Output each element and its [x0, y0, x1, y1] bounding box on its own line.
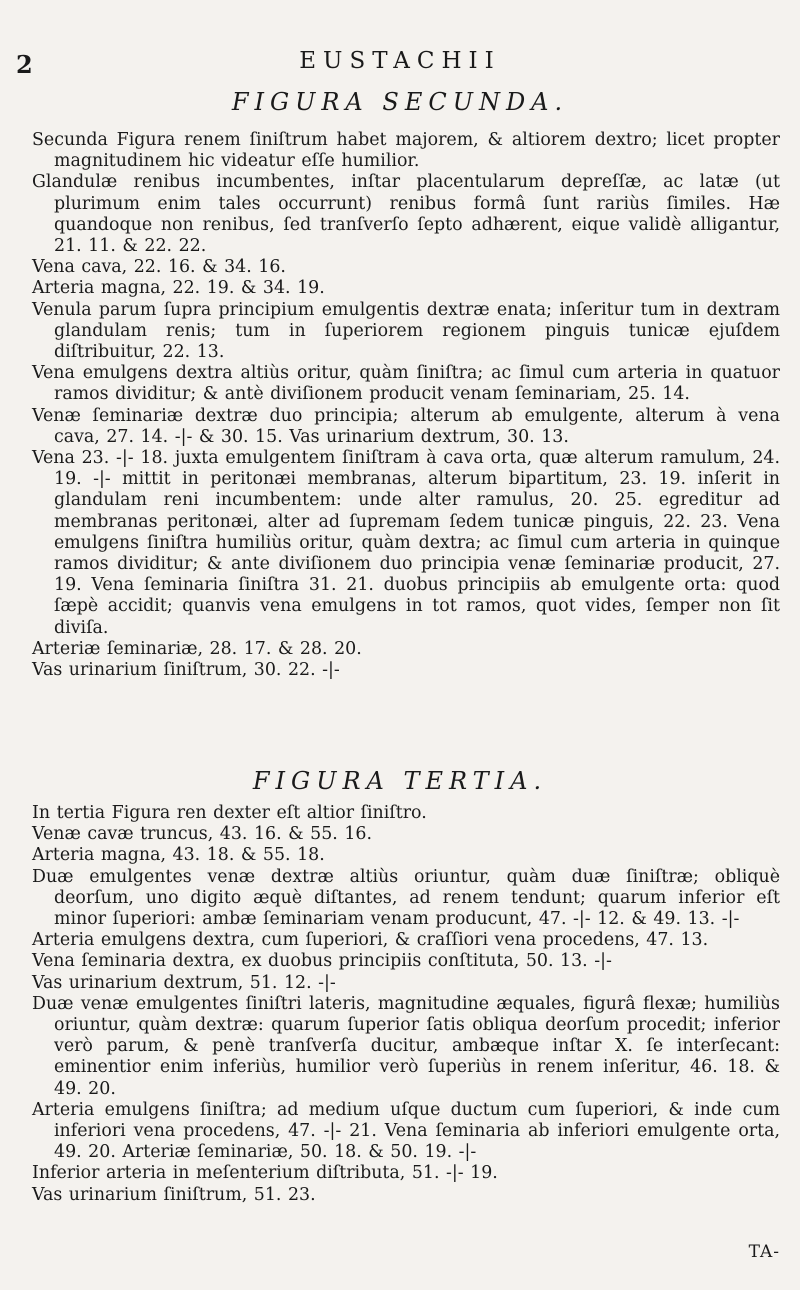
paragraph: Venæ cavæ truncus, 43. 16. & 55. 16.	[32, 824, 372, 845]
paragraph: Arteria magna, 22. 19. & 34. 19.	[32, 278, 325, 299]
paragraph: Glandulæ renibus incumbentes, inſtar placentularum depreſſæ, ac latæ (ut plurimum enim tales occurrunt) renibus formâ ſunt rariùs ſimiles. Hæ quandoque non renibus, ſed tranſverſo ſepto adhærent, eique validè alligantur, 21. 11. & 22. 22.	[32, 172, 780, 257]
paragraph: Secunda Figura renem ſiniſtrum habet majorem, & altiorem dextro; licet propter magnitudinem hic videatur eſſe humilior.	[32, 130, 780, 172]
paragraph: Vas urinarium dextrum, 51. 12. -|-	[32, 972, 336, 993]
paragraph: Vena cava, 22. 16. & 34. 16.	[32, 257, 286, 278]
running-head: EUSTACHII	[299, 48, 501, 74]
paragraph: Duæ emulgentes venæ dextræ altiùs oriuntur, quàm duæ ſiniſtræ; obliquè deorſum, uno digito æquè diſtantes, ad renem tendunt; quarum inferior eſt minor ſuperiori: ambæ ſeminariam venam producunt, 47. -|- 12. & 49. 13. -|-	[32, 866, 780, 930]
paragraph: Venæ ſeminariæ dextræ duo principia; alterum ab emulgente, alterum à vena cava, 27. 14. -|- & 30. 15. Vas urinarium dextrum, 30. 13.	[32, 405, 780, 447]
paragraph: Duæ venæ emulgentes ſiniſtri lateris, magnitudine æquales, figurâ flexæ; humiliùs oriuntur, quàm dextræ: quarum ſuperior ſatis obliqua deorſum procedit; inferior verò parum, & penè tranſverſa ducitur, ambæque inſtar X. ſe interſecant: eminentior enim inferiùs, humilior verò ſuperiùs in renem inſeritur, 46. 18. & 49. 20.	[32, 993, 780, 1099]
page-number: 2	[16, 50, 33, 79]
paragraph: Venula parum ſupra principium emulgentis dextræ enata; inſeritur tum in dextram glandulam renis; tum in ſuperiorem regionem pinguis tunicæ ejuſdem diſtribuitur, 22. 13.	[32, 299, 780, 363]
section-title-figura-secunda: FIGURA SECUNDA.	[231, 88, 569, 116]
paragraph: Vena ſeminaria dextra, ex duobus principiis conſtituta, 50. 13. -|-	[32, 951, 612, 972]
section-figura-tertia	[32, 803, 780, 1206]
paragraph: Arteria emulgens ſiniſtra; ad medium uſque ductum cum ſuperiori, & inde cum inferiori vena procedens, 47. -|- 21. Vena ſeminaria ab inferiori emulgente orta, 49. 20. Arteriæ ſeminariæ, 50. 18. & 50. 19. -|-	[32, 1099, 780, 1163]
paragraph: Inferior arteria in meſenterium diſtributa, 51. -|- 19.	[32, 1163, 498, 1184]
paragraph: Arteria magna, 43. 18. & 55. 18.	[32, 845, 325, 866]
paragraph: Arteriæ ſeminariæ, 28. 17. & 28. 20.	[32, 638, 362, 659]
section-figura-secunda	[32, 130, 780, 681]
paragraph: Vas urinarium ſiniſtrum, 51. 23.	[32, 1184, 316, 1205]
paragraph: Vas urinarium ſiniſtrum, 30. 22. -|-	[32, 660, 340, 681]
paragraph: Vena emulgens dextra altiùs oritur, quàm ſiniſtra; ac ſimul cum arteria in quatuor ramos dividitur; & antè diviſionem producit venam ſeminariam, 25. 14.	[32, 363, 780, 405]
paragraph: In tertia Figura ren dexter eſt altior ſiniſtro.	[32, 803, 427, 823]
catchword: TA-	[748, 1242, 780, 1262]
section-title-figura-tertia: FIGURA TERTIA.	[252, 767, 548, 795]
paragraph: Arteria emulgens dextra, cum ſuperiori, & craſſiori vena procedens, 47. 13.	[32, 930, 709, 951]
paragraph: Vena 23. -|- 18. juxta emulgentem ſiniſtram à cava orta, quæ alterum ramulum, 24. 19. -|- mittit in peritonæi membranas, alterum bipartitum, 23. 19. inſerit in glandulam reni incumbentem: unde alter ramulus, 20. 25. egreditur ad membranas peritonæi, alter ad ſupremam ſedem tunicæ pinguis, 22. 23. Vena emulgens ſiniſtra humiliùs oritur, quàm dextra; ac ſimul cum arteria in quinque ramos dividitur; & ante diviſionem duo principia venæ ſeminariæ producit, 27. 19. Vena ſeminaria ſiniſtra 31. 21. duobus principiis ab emulgente orta: quod ſæpè accidit; quanvis vena emulgens in tot ramos, quot vides, ſemper non ſit diviſa.	[32, 448, 780, 638]
